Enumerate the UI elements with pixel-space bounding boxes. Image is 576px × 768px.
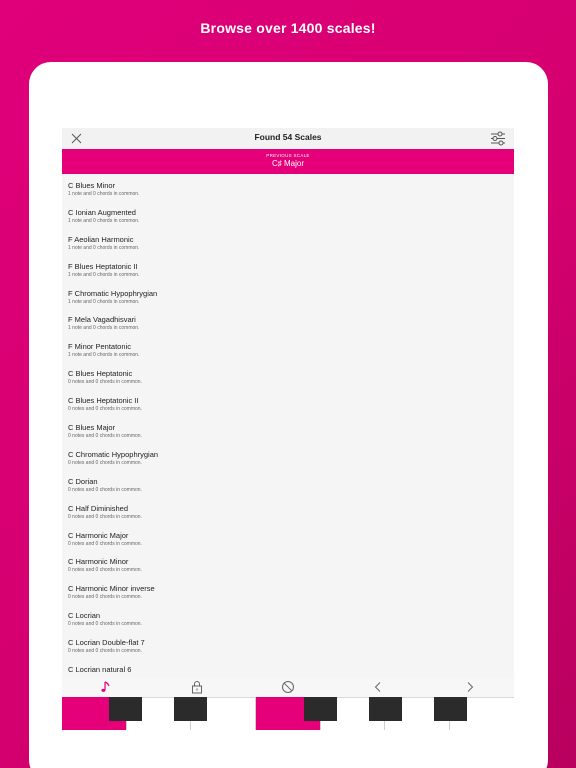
scale-name: F Minor Pentatonic (68, 342, 131, 352)
music-note-icon[interactable] (99, 680, 113, 694)
lock-icon[interactable] (190, 680, 204, 694)
scale-common-info: 0 notes and 0 chords in common. (68, 648, 142, 655)
scale-common-info: 0 notes and 0 chords in common. (68, 567, 142, 574)
scale-list-item[interactable] (62, 443, 514, 470)
scale-common-info: 1 note and 0 chords in common. (68, 217, 140, 224)
scale-name: C Harmonic Major (68, 530, 129, 540)
scale-name: C Half Diminished (68, 503, 129, 513)
scale-list-item[interactable] (62, 389, 514, 416)
piano-black-key[interactable] (174, 697, 207, 721)
scale-common-info: 1 note and 0 chords in common. (68, 352, 140, 359)
scale-common-info: 0 notes and 0 chords in common. (68, 433, 142, 440)
scale-list-item[interactable] (62, 524, 514, 551)
scale-list-item[interactable] (62, 228, 514, 255)
piano-black-key[interactable] (434, 697, 467, 721)
scale-common-info: 0 notes and 0 chords in common. (68, 594, 142, 601)
scale-name: C Locrian natural 6 (68, 665, 132, 675)
previous-scale-label: PREVIOUS SCALE (266, 153, 310, 158)
piano-keyboard (62, 697, 514, 730)
scale-common-info: 0 notes and 0 chords in common. (68, 379, 142, 386)
scale-common-info: 0 notes and 0 chords in common. (68, 513, 142, 520)
scale-common-info: 0 notes and 0 chords in common. (68, 621, 142, 628)
page-title: Found 54 Scales (254, 132, 322, 142)
headline: Browse over 1400 scales! (200, 20, 376, 36)
scale-list-item[interactable] (62, 362, 514, 389)
scale-name: C Ionian Augmented (68, 207, 136, 217)
chevron-left-icon[interactable] (371, 680, 385, 694)
scale-name: C Blues Major (68, 423, 116, 433)
scale-name: C Blues Heptatonic II (68, 396, 139, 406)
scale-list-item[interactable] (62, 416, 514, 443)
piano-black-key[interactable] (369, 697, 402, 721)
scale-list-item[interactable] (62, 470, 514, 497)
scale-name: C Blues Minor (68, 181, 116, 190)
no-icon[interactable] (281, 680, 295, 694)
scale-name: C Blues Heptatonic (68, 369, 133, 379)
scale-list-item[interactable] (62, 550, 514, 577)
scale-common-info: 1 note and 0 chords in common. (68, 298, 140, 305)
scale-name: C Harmonic Minor inverse (68, 584, 155, 594)
previous-scale-bar[interactable] (62, 149, 514, 174)
scale-list-item[interactable] (62, 497, 514, 524)
scale-common-info: 1 note and 0 chords in common. (68, 244, 140, 251)
filter-icon[interactable] (490, 131, 506, 146)
scale-list-item[interactable] (62, 308, 514, 335)
scale-name: C Harmonic Minor (68, 557, 129, 567)
chevron-right-icon[interactable] (463, 680, 477, 694)
scale-list-item[interactable] (62, 174, 514, 201)
piano-black-key[interactable] (109, 697, 142, 721)
scale-list-item[interactable] (62, 282, 514, 309)
scale-browser (62, 128, 514, 730)
top-bar (62, 128, 514, 149)
scale-common-info: 1 note and 0 chords in common. (68, 271, 140, 278)
scale-list-item[interactable] (62, 335, 514, 362)
scale-list-item[interactable] (62, 201, 514, 228)
scale-common-info: 0 notes and 0 chords in common. (68, 459, 142, 466)
scale-name: F Aeolian Harmonic (68, 234, 134, 244)
scale-name: F Blues Heptatonic II (68, 261, 138, 271)
scale-name: C Locrian Double-flat 7 (68, 638, 145, 648)
scale-common-info: 0 notes and 0 chords in common. (68, 406, 142, 413)
scale-list-item[interactable] (62, 604, 514, 631)
scale-common-info: 0 notes and 0 chords in common. (68, 540, 142, 547)
scale-common-info: 1 note and 0 chords in common. (68, 191, 140, 197)
scale-common-info: 0 notes and 0 chords in common. (68, 486, 142, 493)
scale-name: C Locrian (68, 611, 101, 621)
scale-name: C Dorian (68, 476, 98, 486)
scale-name: C Chromatic Hypophrygian (68, 449, 159, 459)
scale-list-item[interactable] (62, 577, 514, 604)
bottom-toolbar (62, 677, 514, 697)
scale-name: F Mela Vagadhisvari (68, 315, 136, 325)
scale-name: F Chromatic Hypophrygian (68, 288, 158, 298)
piano-black-key[interactable] (304, 697, 337, 721)
scale-list-item[interactable] (62, 631, 514, 658)
scale-common-info: 1 note and 0 chords in common. (68, 325, 140, 332)
scale-list (62, 174, 514, 685)
scale-list-item[interactable] (62, 255, 514, 282)
previous-scale-name: C♯ Major (271, 159, 304, 168)
